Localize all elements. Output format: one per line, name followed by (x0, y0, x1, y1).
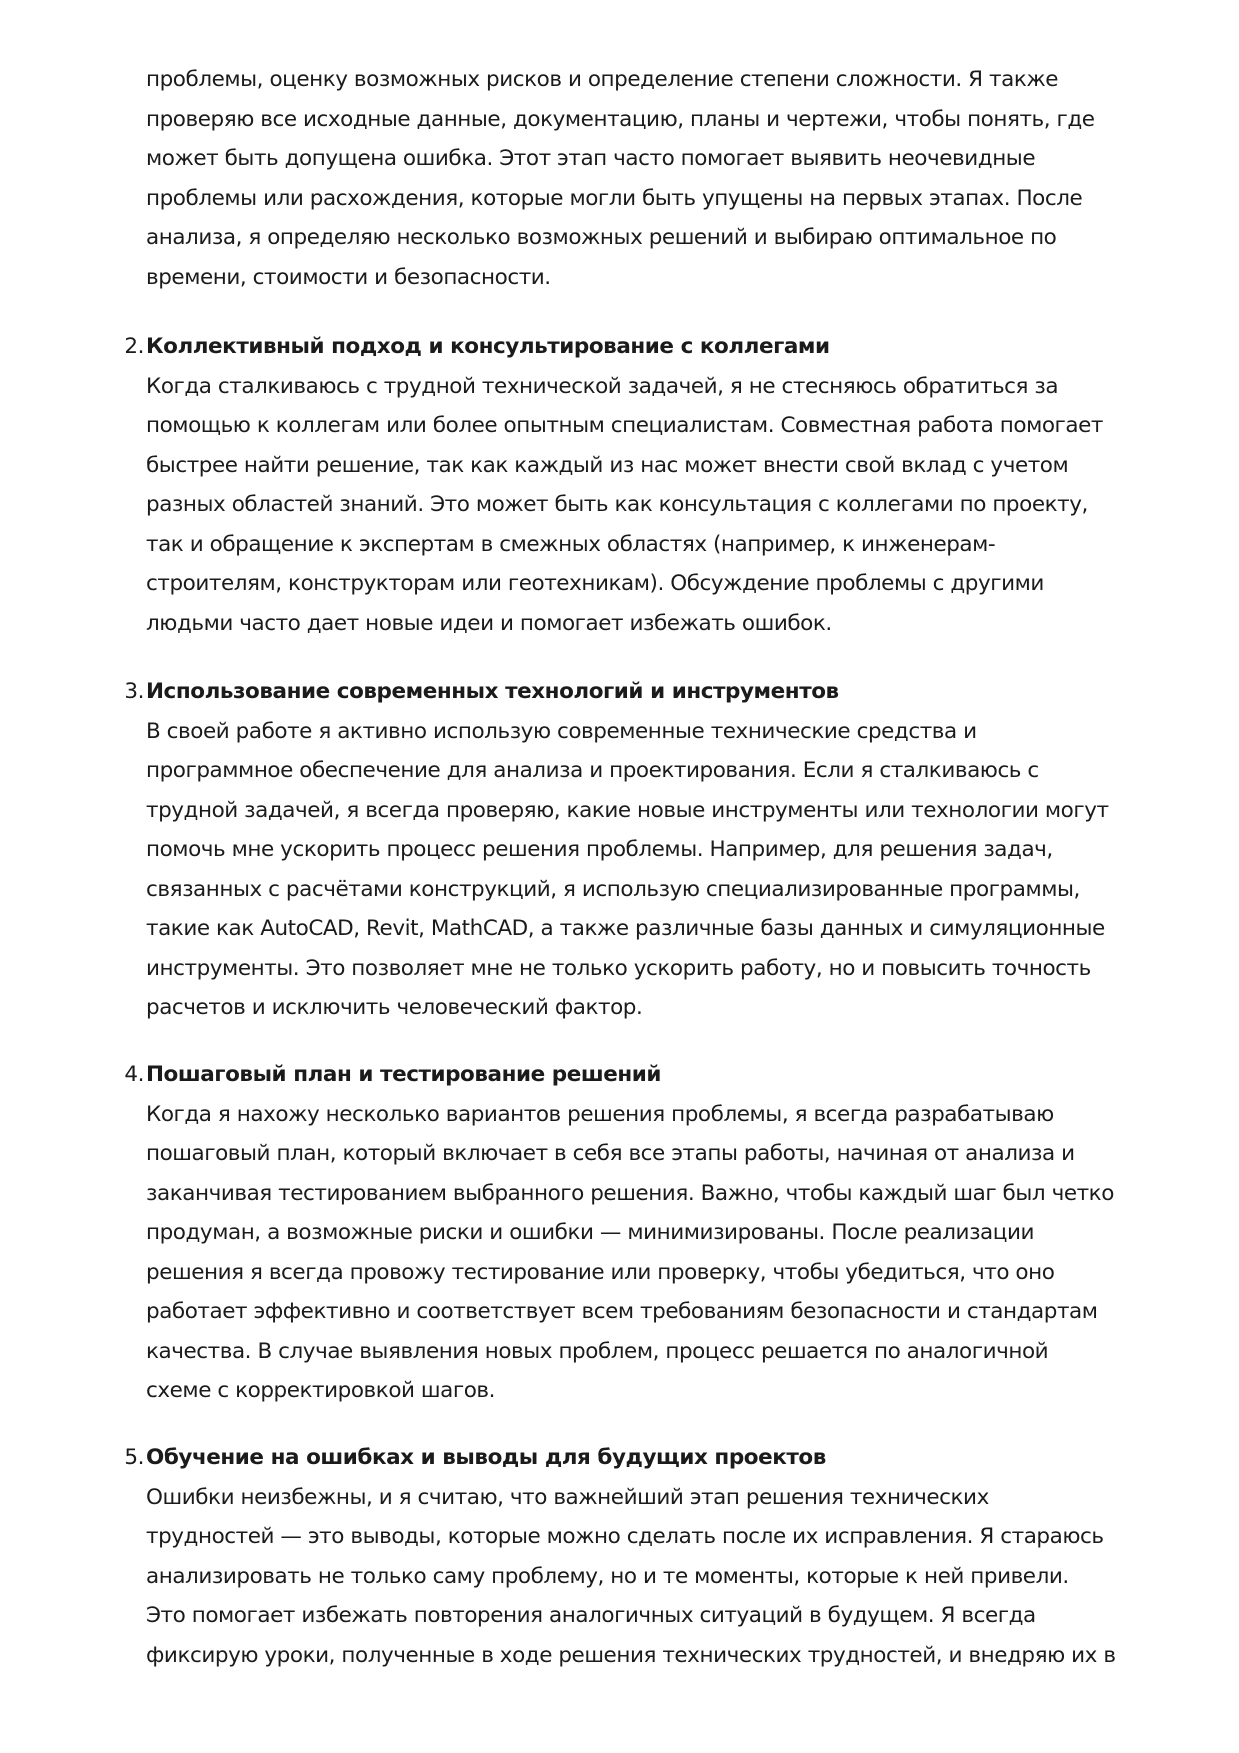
text-line: строителям, конструкторам или геотехникам). Обсуждение проблемы с другими (146, 571, 1044, 596)
text-line: анализа, я определяю несколько возможных решений и выбираю оптимальное по (146, 225, 1057, 250)
text-line: проблемы или расхождения, которые могли быть упущены на первых этапах. После (146, 185, 1083, 211)
list-item-2 (124, 327, 1146, 643)
text-line: Это помогает избежать повторения аналогичных ситуаций в будущем. Я всегда (146, 1603, 1036, 1628)
list-item-number: 2. (124, 334, 144, 359)
list-item-title: Обучение на ошибках и выводы для будущих проектов (146, 1445, 826, 1470)
text-line: решения я всегда провожу тестирование или проверку, чтобы убедиться, что оно (146, 1259, 1055, 1285)
text-line: программное обеспечение для анализа и проектирования. Если я сталкиваюсь с (146, 758, 1039, 783)
text-line: Когда я нахожу несколько вариантов решения проблемы, я всегда разрабатываю (146, 1101, 1054, 1127)
list-item-body (146, 367, 1146, 644)
text-line: Ошибки неизбежны, и я считаю, что важнейший этап решения технических (146, 1484, 989, 1510)
text-line: может быть допущена ошибка. Этот этап часто помогает выявить неочевидные (146, 146, 1036, 171)
text-line: людьми часто дает новые идеи и помогает избежать ошибок. (146, 610, 832, 636)
text-line: времени, стоимости и безопасности. (146, 264, 551, 290)
text-line: качества. В случае выявления новых проблем, процесс решается по аналогичной (146, 1338, 1049, 1364)
text-line: пошаговый план, который включает в себя все этапы работы, начиная от анализа и (146, 1141, 1075, 1166)
text-line: такие как AutoCAD, Revit, MathCAD, а также различные базы данных и симуляционные (146, 916, 1105, 941)
list-item-body (146, 1095, 1146, 1411)
list-item-body (146, 1478, 1146, 1676)
list-item-4 (124, 1055, 1146, 1411)
text-line: схеме с корректировкой шагов. (146, 1378, 496, 1403)
text-line: расчетов и исключить человеческий фактор. (146, 995, 643, 1020)
continued-paragraph (146, 60, 1146, 297)
text-line: быстрее найти решение, так как каждый из нас может внести свой вклад с учетом (146, 452, 1069, 478)
list-item-number: 3. (124, 679, 144, 704)
text-line: анализировать не только саму проблему, но и те моменты, которые к ней привели. (146, 1563, 1069, 1589)
list-item-3 (124, 672, 1146, 1028)
text-line: разных областей знаний. Это может быть как консультация с коллегами по проекту, (146, 492, 1088, 517)
list-item-title: Использование современных технологий и инструментов (146, 679, 839, 704)
text-line: связанных с расчётами конструкций, я использую специализированные программы, (146, 876, 1080, 902)
text-line: инструменты. Это позволяет мне не только ускорить работу, но и повысить точность (146, 955, 1091, 981)
text-line: трудной задачей, я всегда проверяю, какие новые инструменты или технологии могут (146, 797, 1109, 823)
text-line: Когда сталкиваюсь с трудной технической задачей, я не стесняюсь обратиться за (146, 373, 1059, 399)
text-line: фиксирую уроки, полученные в ходе решения технических трудностей, и внедряю их в (146, 1642, 1116, 1668)
list-item-title: Коллективный подход и консультирование с коллегами (146, 334, 830, 359)
list-item-body (146, 712, 1146, 1028)
text-line: помочь мне ускорить процесс решения проблемы. Например, для решения задач, (146, 837, 1053, 862)
list-item-number: 5. (124, 1445, 144, 1470)
text-line: проверяю все исходные данные, документацию, планы и чертежи, чтобы понять, где (146, 106, 1095, 132)
text-line: В своей работе я активно использую современные технические средства и (146, 718, 977, 744)
text-line: работает эффективно и соответствует всем требованиям безопасности и стандартам (146, 1299, 1098, 1324)
text-line: продуман, а возможные риски и ошибки — минимизированы. После реализации (146, 1220, 1035, 1245)
list-item-number: 4. (124, 1062, 144, 1087)
text-line: помощью к коллегам или более опытным специалистам. Совместная работа помогает (146, 413, 1103, 438)
text-line: заканчивая тестированием выбранного решения. Важно, чтобы каждый шаг был четко (146, 1180, 1114, 1206)
text-line: так и обращение к экспертам в смежных областях (например, к инженерам- (146, 531, 996, 557)
list-item-5 (124, 1438, 1146, 1675)
text-line: проблемы, оценку возможных рисков и определение степени сложности. Я также (146, 67, 1059, 92)
list-item-title: Пошаговый план и тестирование решений (146, 1062, 662, 1087)
text-line: трудностей — это выводы, которые можно сделать после их исправления. Я стараюсь (146, 1524, 1104, 1549)
